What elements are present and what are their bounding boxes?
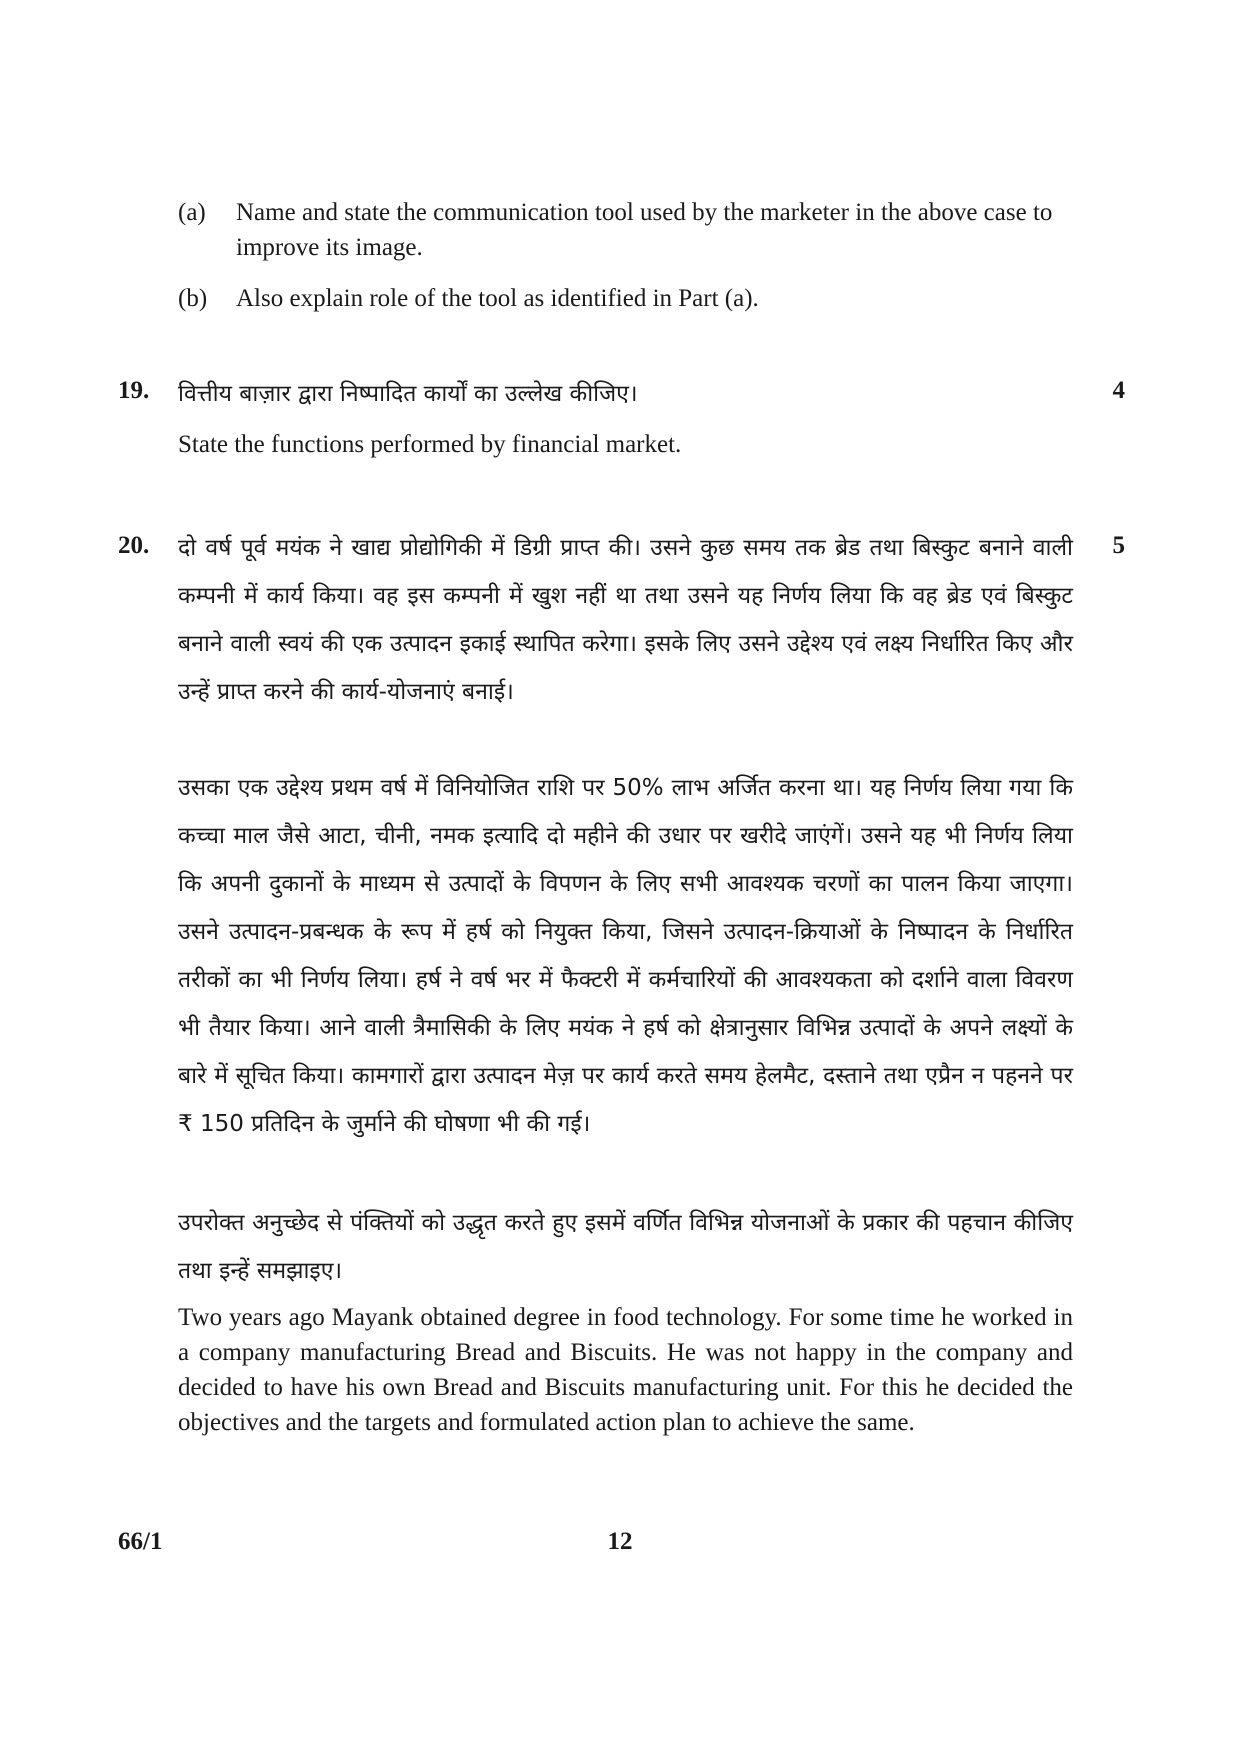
question-number-19: 19. — [118, 377, 150, 404]
q20-hindi-paragraph-3: उपरोक्त अनुच्छेद से पंक्तियों को उद्धृत करते हुए इसमें वर्णित विभिन्न योजनाओं के प्रकार की पहचान कीजिए तथा इन्हें समझाइए। — [178, 1210, 1073, 1284]
q19-english-text: State the functions performed by financial market. — [178, 431, 682, 458]
marks-q20: 5 — [1112, 532, 1125, 559]
q18-part-b — [178, 281, 1073, 317]
q20-hindi-paragraph-2: उसका एक उद्देश्य प्रथम वर्ष में विनियोजित राशि पर 50% लाभ अर्जित करना था। यह निर्णय लिया गया कि कच्चा माल जैसे आटा, चीनी, नमक इत्यादि दो महीने की उधार पर खरीदे जाएंगें। उसने यह भी निर्णय लिया कि अपनी दुकानों के माध्यम से उत्पादों के विपणन के लिए सभी आवश्यक चरणों का पालन किया जाएगा। उसने उत्पादन-प्रबन्धक के रूप में हर्ष को नियुक्त किया, जिसने उत्पादन-क्रियाओं के निष्पादन के निर्धारित तरीकों का भी निर्णय लिया। हर्ष ने वर्ष भर में फैक्टरी में कर्मचारियों की आवश्यकता को दर्शाने वाला विवरण भी तैयार किया। आने वाली त्रैमासिकी के लिए मयंक ने हर्ष को क्षेत्रानुसार विभिन्न उत्पादों के अपने लक्ष्यों के बारे में सूचित किया। कामगारों द्वारा उत्पादन मेज़ पर कार्य करते समय हेलमैट, दस्ताने तथा एप्रैन न पहनने पर ₹ 150 प्रतिदिन के जुर्माने की घोषणा भी की गई। — [178, 775, 1073, 1137]
paper-code: 66/1 — [118, 1528, 163, 1555]
marks-q19: 4 — [1112, 377, 1125, 404]
q20-english-paragraph-1: Two years ago Mayank obtained degree in food technology. For some time he worked in a company manufacturing Bread and Biscuits. He was not happy in the company and decided to have his own Bread and Biscuits manufacturing unit. For this he decided the objectives and the targets and formulated action plan to achieve the same. — [178, 1304, 1073, 1436]
q19-hindi-text: वित्तीय बाज़ार द्वारा निष्पादित कार्यों का उल्लेख कीजिए। — [178, 381, 638, 407]
part-label: (a) — [178, 199, 206, 226]
part-label: (b) — [178, 285, 208, 312]
page-number: 12 — [607, 1528, 633, 1555]
part-text: Also explain role of the tool as identified in Part (a). — [236, 285, 759, 312]
question-number-20: 20. — [118, 532, 150, 559]
q20-hindi-paragraph-1: दो वर्ष पूर्व मयंक ने खाद्य प्रोद्योगिकी में डिग्री प्राप्त की। उसने कुछ समय तक ब्रेड तथा बिस्कुट बनाने वाली कम्पनी में कार्य किया। वह इस कम्पनी में खुश नहीं था तथा उसने यह निर्णय लिया कि वह ब्रेड एवं बिस्कुट बनाने वाली स्वयं की एक उत्पादन इकाई स्थापित करेगा। इसके लिए उसने उद्देश्य एवं लक्ष्य निर्धारित किए और उन्हें प्राप्त करने की कार्य-योजनाएं बनाई। — [178, 535, 1073, 705]
part-text: Name and state the communication tool used by the marketer in the above case to improve its image. — [236, 199, 1053, 261]
q18-part-a — [178, 195, 1073, 267]
